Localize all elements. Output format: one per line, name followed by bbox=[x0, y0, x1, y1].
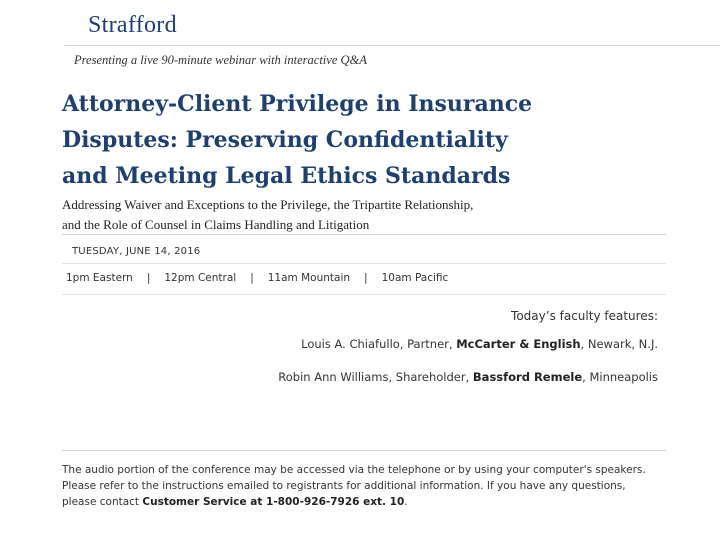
strafford-logo: Strafford bbox=[88, 12, 177, 38]
faculty-location: , Newark, N.J. bbox=[580, 337, 658, 351]
time-separator: | bbox=[364, 272, 368, 284]
faculty-name-role: Robin Ann Williams, Shareholder, bbox=[278, 370, 473, 384]
faculty-firm: Bassford Remele bbox=[472, 370, 583, 384]
divider bbox=[62, 263, 666, 264]
event-date: TUESDAY, JUNE 14, 2016 bbox=[72, 246, 201, 257]
title-line: Disputes: Preserving Confidentiality bbox=[62, 127, 508, 153]
subtitle-line: and the Role of Counsel in Claims Handling and Litigation bbox=[62, 217, 370, 232]
faculty-member bbox=[278, 370, 658, 384]
faculty-member bbox=[301, 337, 658, 351]
time-central: 12pm Central bbox=[164, 272, 237, 284]
title-line: and Meeting Legal Ethics Standards bbox=[62, 163, 511, 189]
webinar-subtitle bbox=[62, 195, 662, 235]
faculty-firm: McCarter & English bbox=[456, 337, 581, 351]
faculty-heading: Today’s faculty features: bbox=[511, 309, 658, 323]
customer-service-contact: Customer Service at 1-800-926-7926 ext. 10 bbox=[142, 496, 405, 508]
header-divider bbox=[64, 45, 720, 46]
webinar-tagline: Presenting a live 90-minute webinar with interactive Q&A bbox=[74, 53, 367, 67]
webinar-title bbox=[62, 86, 622, 194]
time-pacific: 10am Pacific bbox=[381, 272, 449, 284]
divider bbox=[62, 450, 666, 451]
divider bbox=[62, 294, 666, 295]
event-times bbox=[66, 272, 448, 284]
subtitle-line: Addressing Waiver and Exceptions to the Privilege, the Tripartite Relationship, bbox=[62, 197, 474, 212]
divider bbox=[62, 234, 666, 235]
title-line: Attorney-Client Privilege in Insurance bbox=[62, 91, 533, 117]
faculty-name-role: Louis A. Chiafullo, Partner, bbox=[301, 337, 457, 351]
time-mountain: 11am Mountain bbox=[267, 272, 351, 284]
audio-text: The audio portion of the conference may be accessed via the telephone or by using your computer's speakers. Please refer to the instructions emailed to registrants for additional information. If you have any questions, please contact bbox=[62, 464, 646, 508]
time-separator: | bbox=[146, 272, 151, 284]
audio-notice bbox=[62, 462, 662, 510]
audio-end: . bbox=[404, 496, 408, 508]
time-eastern: 1pm Eastern bbox=[66, 272, 133, 284]
time-separator: | bbox=[250, 272, 254, 284]
faculty-location: , Minneapolis bbox=[582, 370, 658, 384]
